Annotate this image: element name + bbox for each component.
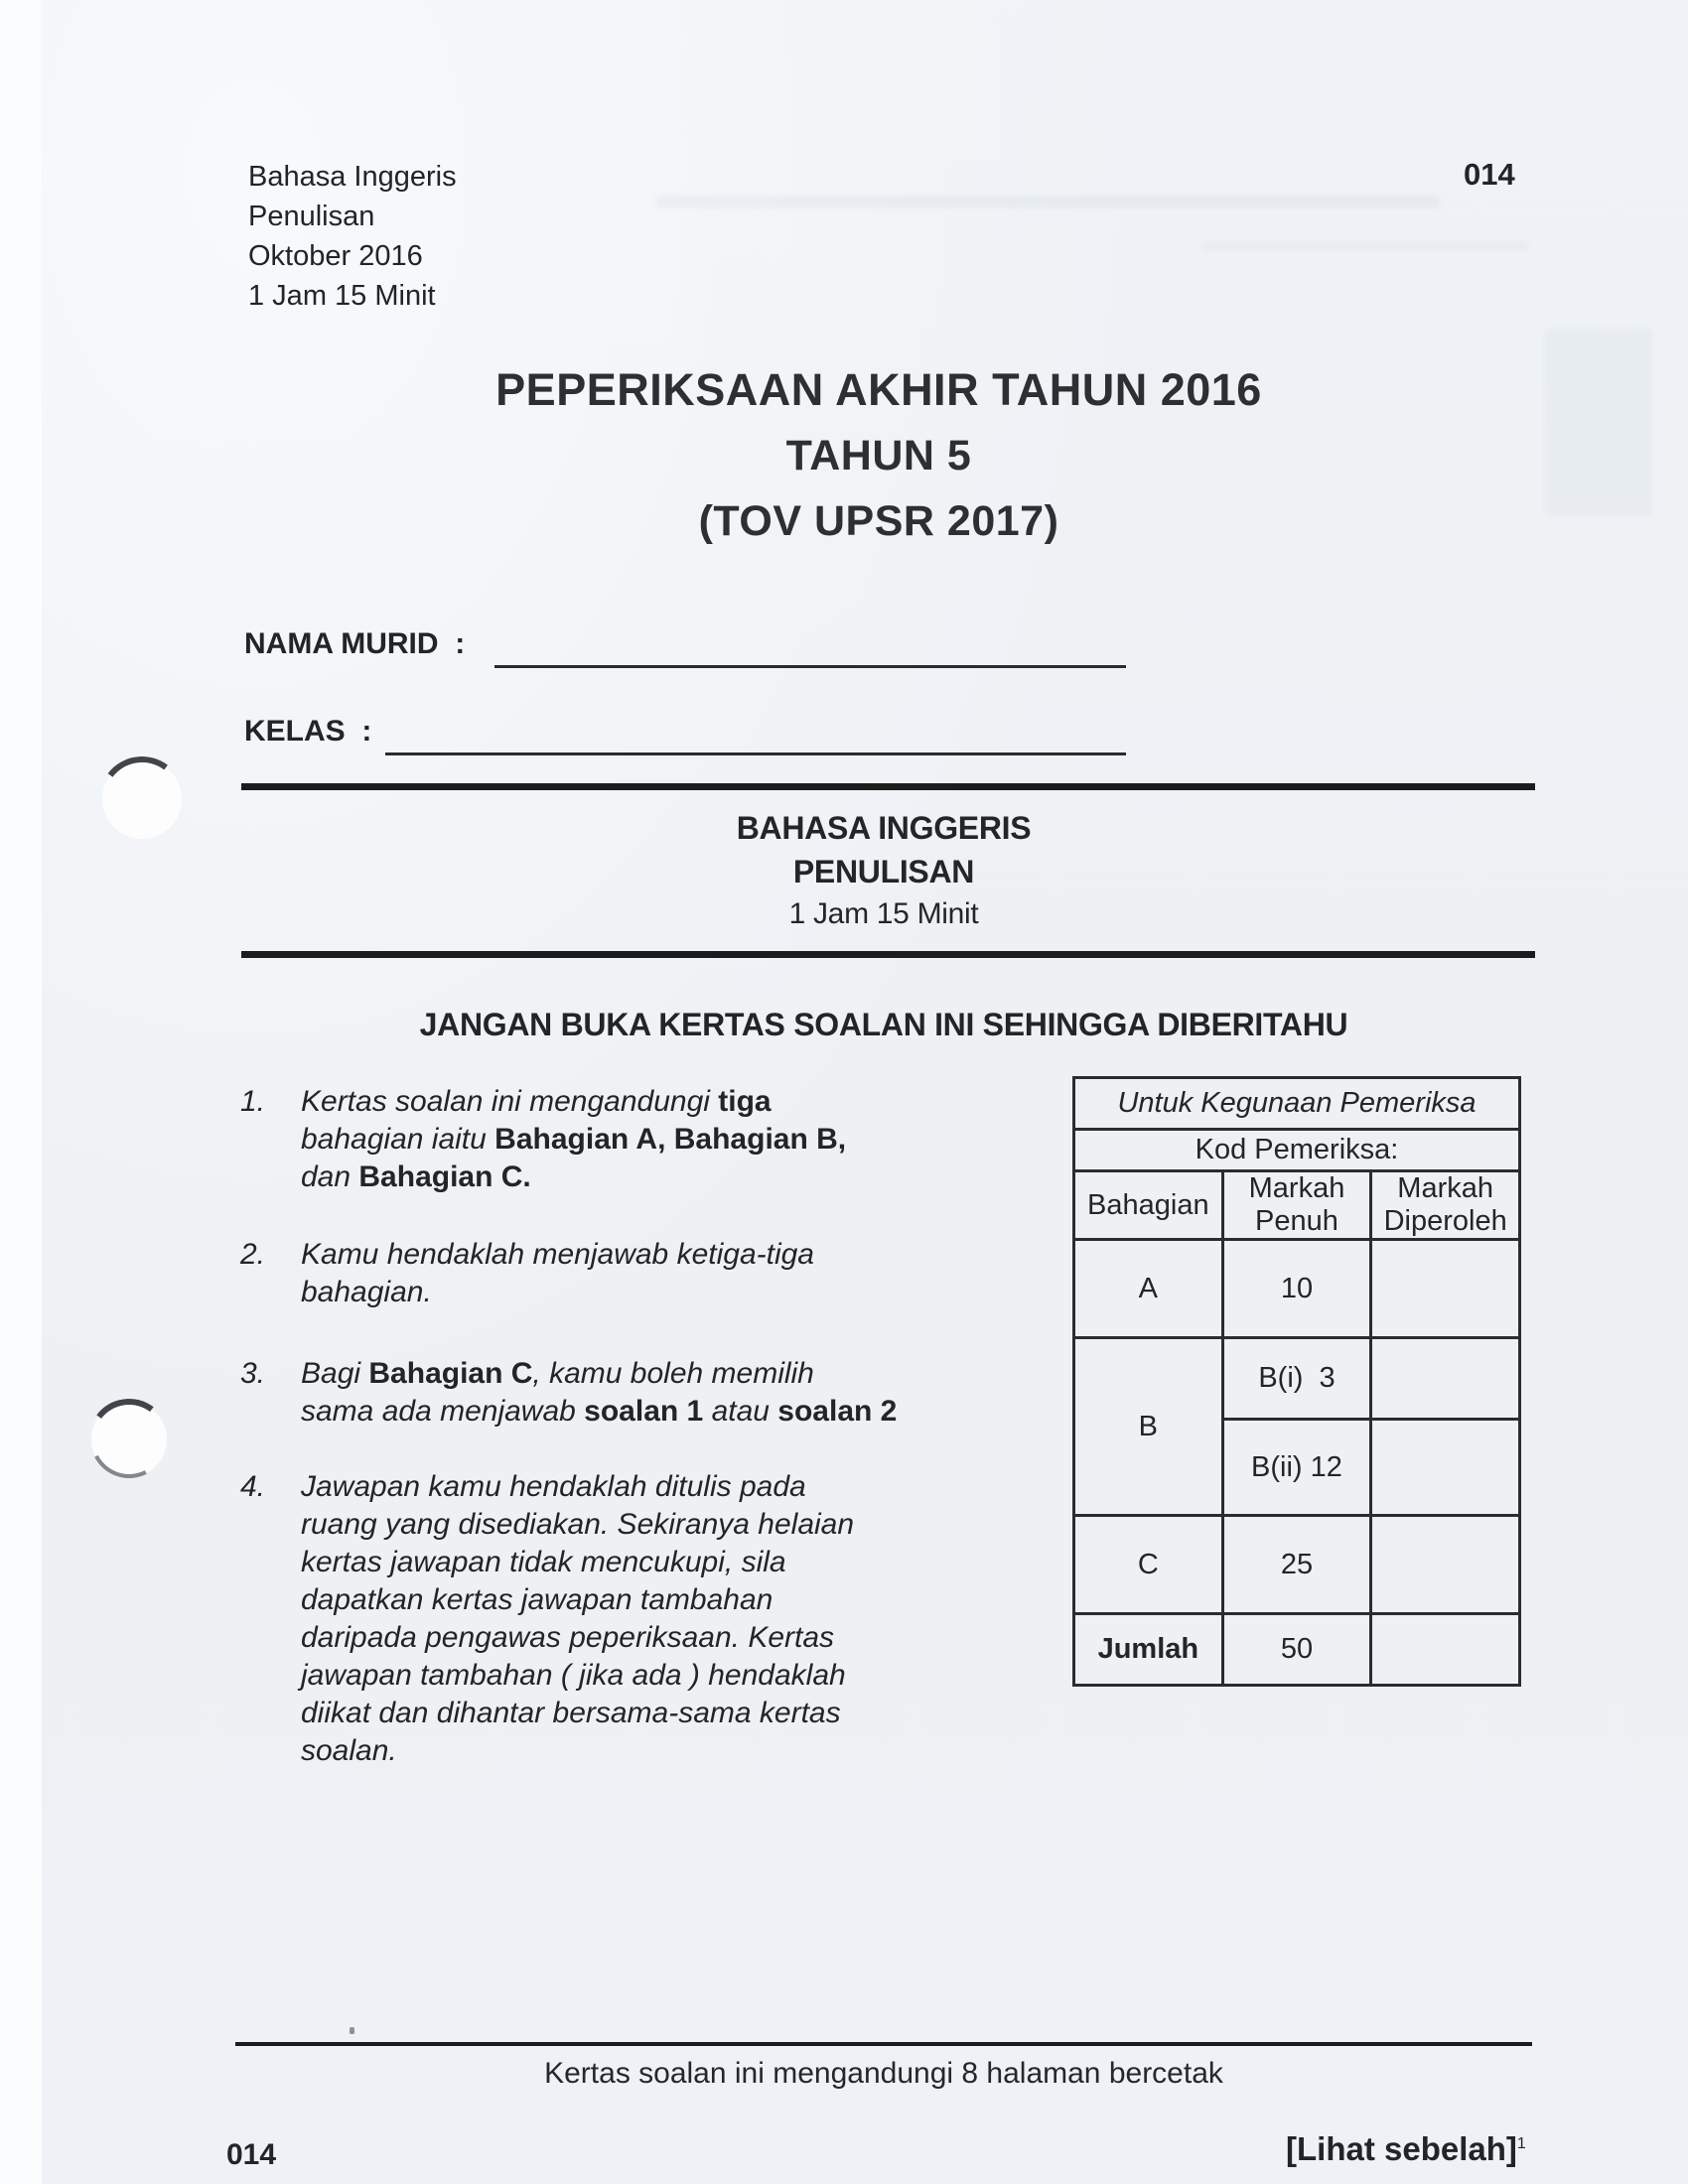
exam-title-line2: TAHUN 5: [785, 432, 972, 479]
divider-rule-top: [241, 783, 1535, 790]
bleedthrough-artifact: [1201, 241, 1529, 251]
col-header-markah-diperoleh: Markah Diperoleh: [1371, 1171, 1520, 1240]
instruction-text: Kertas soalan ini mengandungi tiga bahagian iaitu Bahagian A, Bahagian B, dan Bahagian C.: [301, 1085, 847, 1193]
total-label-cell: Jumlah: [1074, 1614, 1223, 1686]
do-not-open-warning: JANGAN BUKA KERTAS SOALAN INI SEHINGGA DIBERITAHU: [419, 1007, 1348, 1042]
paper-subject: Bahasa Inggeris: [248, 161, 457, 193]
section-c-full-marks: 25: [1222, 1516, 1371, 1614]
paper-info-block: [248, 157, 457, 316]
paper-code-bottom: 014: [226, 2138, 277, 2171]
turn-over-mark: 1: [1516, 2135, 1526, 2152]
total-full-marks: 50: [1222, 1614, 1371, 1686]
turn-over-note: [1286, 2130, 1526, 2168]
student-name-blank-line: [494, 665, 1126, 668]
instruction-item-4: [240, 1468, 915, 1770]
hole-punch-mark: [102, 759, 182, 839]
instruction-item-1: [240, 1083, 915, 1196]
col-header-markah-penuh: Markah Penuh: [1222, 1171, 1371, 1240]
instruction-number: 3.: [240, 1357, 266, 1390]
col-header-bahagian: Bahagian: [1074, 1171, 1223, 1240]
hole-punch-mark: [91, 1402, 167, 1477]
paper-month: Oktober 2016: [248, 240, 423, 272]
paper-type: Penulisan: [248, 201, 375, 232]
scan-speck: [350, 2027, 354, 2034]
section-bii-full-marks: B(ii) 12: [1222, 1420, 1371, 1516]
instruction-item-3: [240, 1355, 915, 1431]
instruction-number: 2.: [240, 1238, 266, 1271]
total-obtained-marks: [1371, 1614, 1520, 1686]
instruction-item-2: [240, 1236, 915, 1311]
section-a-cell: A: [1074, 1240, 1223, 1338]
section-b-cell: B: [1074, 1338, 1223, 1516]
examiner-table-caption: Untuk Kegunaan Pemeriksa: [1074, 1078, 1520, 1130]
section-c-obtained-marks: [1371, 1516, 1520, 1614]
examiner-use-table: [1072, 1076, 1521, 1687]
banner-duration: 1 Jam 15 Minit: [788, 897, 979, 930]
instruction-number: 4.: [240, 1470, 266, 1503]
instruction-number: 1.: [240, 1085, 266, 1118]
instruction-text: Jawapan kamu hendaklah ditulis pada ruang yang disediakan. Sekiranya helaian kertas jawapan tidak mencukupi, sila dapatkan kertas jawapan tambahan daripada pengawas peperiksaan. Kertas jawapan tambahan ( jika ada ) hendaklah diikat dan dihantar bersama-sama kertas soalan.: [301, 1470, 855, 1767]
scan-edge-strip: [0, 0, 42, 2184]
section-bii-obtained-marks: [1371, 1420, 1520, 1516]
exam-title-line3: (TOV UPSR 2017): [698, 497, 1059, 545]
student-name-label: NAMA MURID :: [244, 627, 466, 660]
footer-rule: [235, 2042, 1532, 2046]
banner-paper: PENULISAN: [792, 854, 975, 889]
bleedthrough-artifact: [1544, 328, 1653, 516]
divider-rule-bottom: [241, 951, 1535, 958]
instruction-text: Kamu hendaklah menjawab ketiga-tiga bahagian.: [301, 1238, 814, 1308]
section-bi-obtained-marks: [1371, 1338, 1520, 1420]
turn-over-text: [Lihat sebelah]: [1286, 2130, 1517, 2167]
section-a-obtained-marks: [1371, 1240, 1520, 1338]
section-a-full-marks: 10: [1222, 1240, 1371, 1338]
section-bi-full-marks: B(i) 3: [1222, 1338, 1371, 1420]
student-class-label: KELAS :: [244, 715, 372, 748]
paper-duration: 1 Jam 15 Minit: [248, 280, 436, 312]
banner-subject: BAHASA INGGERIS: [736, 810, 1032, 846]
instruction-text: Bagi Bahagian C, kamu boleh memilih sama ada menjawab soalan 1 atau soalan 2: [301, 1357, 898, 1428]
bleedthrough-artifact: [655, 196, 1440, 208]
exam-title-block: [233, 357, 1524, 554]
paper-code-top: 014: [1464, 157, 1515, 192]
student-class-blank-line: [385, 752, 1126, 755]
exam-title-line1: PEPERIKSAAN AKHIR TAHUN 2016: [495, 364, 1262, 415]
printed-pages-note: Kertas soalan ini mengandungi 8 halaman bercetak: [544, 2057, 1223, 2090]
section-c-cell: C: [1074, 1516, 1223, 1614]
examiner-code-cell: Kod Pemeriksa:: [1074, 1130, 1520, 1171]
